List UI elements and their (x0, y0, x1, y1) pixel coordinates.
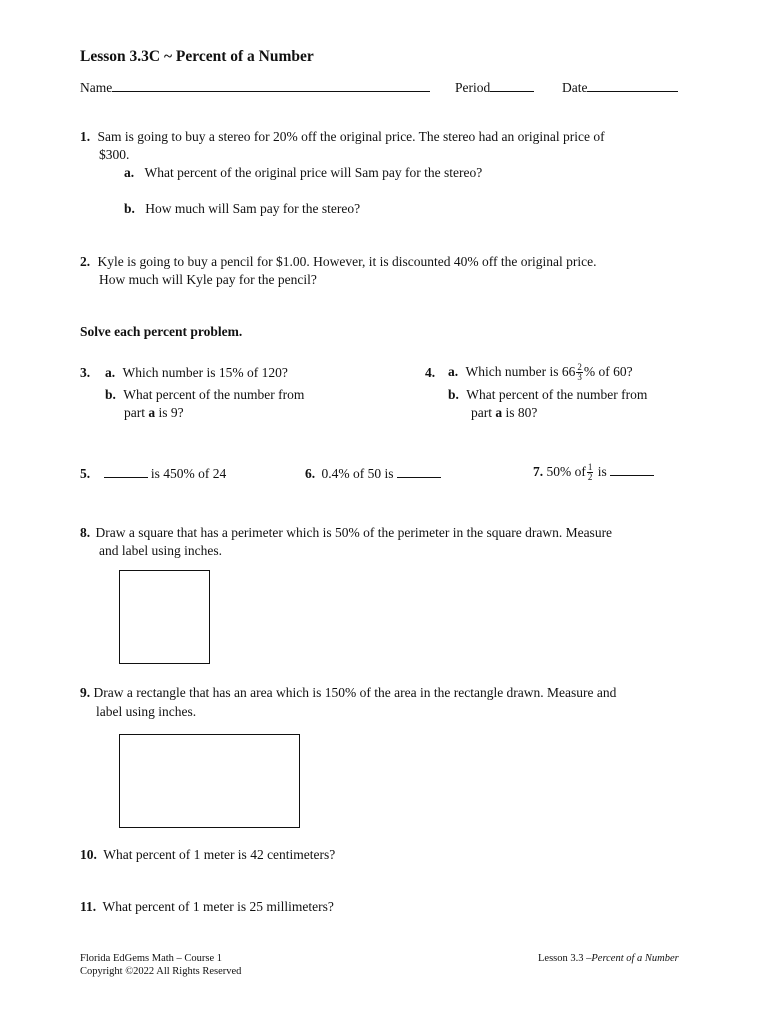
question-1 (80, 128, 605, 146)
question-text-pre: 50% of (546, 464, 586, 479)
question-7 (533, 459, 654, 485)
question-9-text-cont: label using inches. (96, 704, 197, 719)
part-label: b. (105, 387, 116, 402)
name-field[interactable] (80, 80, 430, 96)
question-2-text-cont: How much will Kyle pay for the pencil? (99, 272, 317, 287)
footer-left (80, 952, 241, 978)
question-text: Kyle is going to buy a pencil for $1.00. However, it is discounted 40% off the original price. (97, 254, 597, 269)
part-text: How much will Sam pay for the stereo? (145, 201, 361, 216)
fraction-numerator: 1 (587, 462, 593, 473)
part-text-post: is 80? (502, 405, 538, 420)
answer-blank[interactable] (397, 466, 441, 478)
footer-lesson-title: Percent of a Number (591, 953, 679, 964)
part-text: What percent of the original price will Sam pay for the stereo? (144, 165, 483, 180)
part-text: What percent of the number from (123, 387, 305, 402)
question-8 (80, 524, 612, 542)
question-text: Draw a square that has a perimeter which is 50% of the perimeter in the square drawn. Measure (95, 525, 613, 540)
question-3b (105, 386, 304, 404)
question-number: 8. (80, 525, 91, 540)
part-text-pre: Which number is 66 (465, 364, 576, 379)
question-4a (448, 360, 633, 384)
question-9 (80, 684, 616, 702)
part-text-pre: part (471, 405, 496, 420)
question-2 (80, 253, 596, 271)
footer-copyright: Copyright ©2022 All Rights Reserved (80, 966, 242, 977)
question-1-text-cont: $300. (99, 147, 130, 162)
question-text: 0.4% of 50 is (321, 466, 394, 481)
question-number: 1. (80, 129, 91, 144)
name-label: Name (80, 80, 113, 95)
part-label: a. (448, 364, 459, 379)
part-text-post: is 9? (155, 405, 184, 420)
question-1a (124, 164, 482, 182)
page-title: Lesson 3.3C ~ Percent of a Number (80, 48, 314, 65)
answer-blank[interactable] (104, 466, 148, 478)
question-number: 7. (533, 464, 544, 479)
footer-right (538, 952, 679, 965)
answer-blank[interactable] (610, 464, 654, 476)
footer-course: Florida EdGems Math – Course 1 (80, 953, 223, 964)
question-8-text-cont: and label using inches. (99, 543, 222, 558)
question-number: 3. (80, 365, 91, 380)
question-number: 10. (80, 847, 97, 862)
question-10 (80, 846, 335, 864)
part-text-post: % of 60? (583, 364, 633, 379)
section-heading: Solve each percent problem. (80, 324, 243, 339)
question-number: 9. (80, 685, 91, 700)
question-3a (105, 364, 288, 382)
part-label: a. (105, 365, 116, 380)
question-text: is 450% of 24 (150, 466, 227, 481)
question-11 (80, 898, 334, 916)
question-text-post: is (597, 464, 607, 479)
question-4b-cont (471, 404, 537, 422)
question-4 (425, 364, 435, 382)
question-text: Draw a rectangle that has an area which is 150% of the area in the rectangle drawn. Measure and (93, 685, 617, 700)
part-label: a. (124, 165, 135, 180)
date-blank[interactable] (587, 80, 678, 92)
question-text: What percent of 1 meter is 25 millimeters? (102, 899, 334, 914)
part-text-pre: part (124, 405, 149, 420)
reference-rectangle (119, 734, 300, 828)
reference-square (119, 570, 210, 664)
part-text: What percent of the number from (466, 387, 648, 402)
question-text: What percent of 1 meter is 42 centimeters? (103, 847, 336, 862)
mixed-fraction (576, 363, 583, 382)
name-blank[interactable] (112, 80, 430, 92)
fraction-denominator: 2 (587, 472, 593, 483)
part-label: b. (124, 201, 135, 216)
period-label: Period (455, 80, 491, 95)
period-blank[interactable] (490, 80, 534, 92)
date-field[interactable] (562, 80, 678, 96)
question-1b (124, 200, 360, 218)
part-ref: a (495, 405, 503, 420)
question-4b (448, 386, 647, 404)
fraction-denominator: 3 (577, 372, 582, 383)
question-number: 6. (305, 466, 316, 481)
question-3b-cont (124, 404, 184, 422)
question-6 (305, 465, 441, 483)
question-number: 11. (80, 899, 97, 914)
footer-lesson: Lesson 3.3 – (538, 953, 592, 964)
question-text: Sam is going to buy a stereo for 20% off the original price. The stereo had an original price of (97, 129, 605, 144)
question-number: 4. (425, 365, 436, 380)
date-label: Date (562, 80, 588, 95)
question-number: 5. (80, 466, 91, 481)
question-5 (80, 465, 226, 483)
part-label: b. (448, 387, 459, 402)
period-field[interactable] (455, 80, 534, 96)
question-3 (80, 364, 90, 382)
question-number: 2. (80, 254, 91, 269)
fraction-numerator: 2 (577, 362, 582, 373)
part-ref: a (148, 405, 156, 420)
part-text: Which number is 15% of 120? (122, 365, 288, 380)
fraction (587, 463, 594, 482)
